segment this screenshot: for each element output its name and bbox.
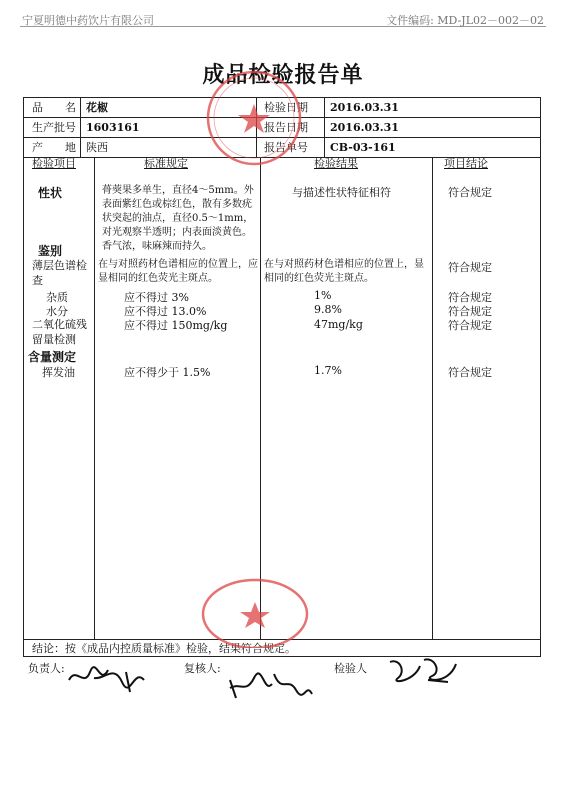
conclusion-text: 结论：按《成品内控质量标准》检验，结果符合规定。 bbox=[24, 639, 540, 657]
inspector-label: 检验人 bbox=[334, 662, 367, 675]
report-date-label: 报告日期 bbox=[264, 121, 308, 134]
batch-label: 生产批号 bbox=[32, 121, 76, 134]
column-header-conclusion: 项目结论 bbox=[444, 157, 488, 170]
standard-volatile-oil: 应不得少于 1.5% bbox=[124, 366, 211, 379]
item-tlc: 薄层色谱检查 bbox=[32, 259, 87, 287]
result-impurity: 1% bbox=[314, 289, 332, 302]
document-number: 文件编码: MD-JL02－002－02 bbox=[386, 14, 544, 27]
reviewer-signature bbox=[226, 664, 316, 704]
report-no-value: CB-03-161 bbox=[330, 141, 396, 154]
name-value: 花椒 bbox=[86, 101, 108, 114]
conclusion-tlc: 符合规定 bbox=[448, 261, 492, 274]
conclusion-appearance: 符合规定 bbox=[448, 186, 492, 199]
section-identification: 鉴别 bbox=[38, 244, 63, 258]
result-appearance: 与描述性状特征相符 bbox=[292, 186, 391, 199]
report-no-label: 报告单号 bbox=[264, 141, 308, 154]
document-header bbox=[20, 10, 546, 27]
column-header-standard: 标准规定 bbox=[144, 157, 188, 170]
divider bbox=[80, 98, 81, 158]
item-so2: 二氧化硫残留量检测 bbox=[32, 318, 87, 346]
conclusion-so2: 符合规定 bbox=[448, 319, 492, 332]
conclusion-impurity: 符合规定 bbox=[448, 291, 492, 304]
result-tlc: 在与对照药材色谱相应的位置上，显相同的红色荧光主斑点。 bbox=[264, 259, 424, 284]
report-date-value: 2016.03.31 bbox=[330, 121, 399, 134]
column-header-result: 检验结果 bbox=[314, 157, 358, 170]
divider bbox=[260, 158, 261, 639]
divider bbox=[94, 158, 95, 639]
test-date-label: 检验日期 bbox=[264, 101, 308, 114]
origin-label: 产 地 bbox=[32, 141, 76, 154]
batch-value: 1603161 bbox=[86, 121, 140, 134]
standard-moisture: 应不得过 13.0% bbox=[124, 305, 207, 318]
qc-seal-stamp bbox=[200, 568, 310, 648]
conclusion-volatile-oil: 符合规定 bbox=[448, 366, 492, 379]
column-header-item: 检验项目 bbox=[32, 157, 76, 170]
standard-tlc: 在与对照药材色谱相应的位置上，应显相同的红色荧光主斑点。 bbox=[98, 259, 258, 284]
item-moisture: 水分 bbox=[46, 305, 68, 318]
section-appearance: 性状 bbox=[38, 186, 63, 200]
company-name: 宁夏明德中药饮片有限公司 bbox=[22, 14, 154, 27]
standard-appearance: 蓇葖果多单生，直径4～5mm。外表面紫红色或棕红色，散有多数疣状突起的油点，直径0.5～1mm，对光观察半透明；内表面淡黄色。香气浓，味麻辣而持久。 bbox=[102, 185, 254, 252]
origin-value: 陕西 bbox=[86, 141, 108, 154]
conclusion-moisture: 符合规定 bbox=[448, 305, 492, 318]
standard-impurity: 应不得过 3% bbox=[124, 291, 189, 304]
name-label: 品 名 bbox=[32, 101, 76, 114]
responsible-signature bbox=[64, 658, 154, 698]
result-so2: 47mg/kg bbox=[314, 318, 363, 331]
section-content: 含量测定 bbox=[28, 350, 77, 364]
standard-so2: 应不得过 150mg/kg bbox=[124, 319, 228, 332]
divider bbox=[324, 98, 325, 158]
item-volatile-oil: 挥发油 bbox=[42, 366, 75, 379]
quality-dept-stamp bbox=[204, 68, 304, 168]
item-impurity: 杂质 bbox=[46, 291, 68, 304]
result-moisture: 9.8% bbox=[314, 303, 342, 316]
responsible-label: 负责人: bbox=[28, 662, 65, 675]
reviewer-label: 复核人: bbox=[184, 662, 221, 675]
inspector-signature bbox=[384, 652, 464, 692]
test-date-value: 2016.03.31 bbox=[330, 101, 399, 114]
page-title: 成品检验报告单 bbox=[202, 63, 364, 88]
divider bbox=[432, 158, 433, 639]
result-volatile-oil: 1.7% bbox=[314, 364, 342, 377]
